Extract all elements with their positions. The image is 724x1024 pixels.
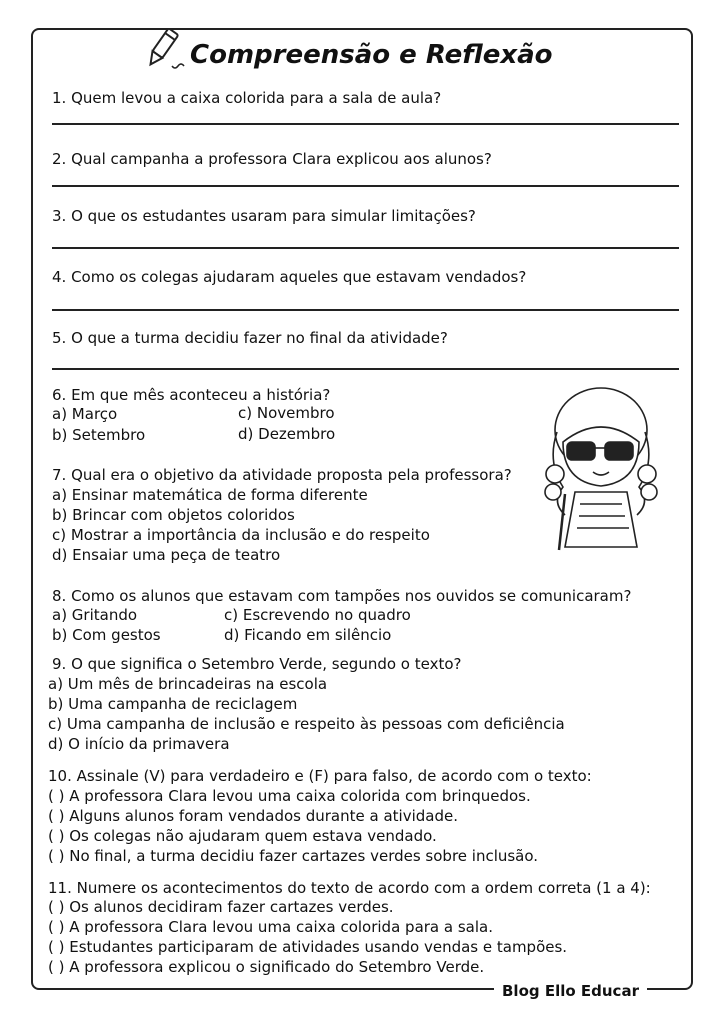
q8-option-b[interactable]: b) Com gestos	[52, 626, 161, 644]
q9-option-c[interactable]: c) Uma campanha de inclusão e respeito às pessoas com deficiência	[48, 715, 565, 733]
q8-option-d[interactable]: d) Ficando em silêncio	[224, 626, 392, 644]
answer-line-4[interactable]	[52, 309, 679, 311]
q9-option-d[interactable]: d) O início da primavera	[48, 735, 230, 753]
page-title: Compreensão e Reflexão	[190, 40, 553, 70]
q10-item-3[interactable]: ( ) Os colegas não ajudaram quem estava vendado.	[48, 827, 437, 845]
girl-illustration	[535, 382, 665, 552]
question-11: 11. Numere os acontecimentos do texto de acordo com a ordem correta (1 a 4):	[48, 879, 651, 897]
question-9: 9. O que significa o Setembro Verde, segundo o texto?	[52, 655, 462, 673]
q6-option-a[interactable]: a) Março	[52, 405, 118, 423]
answer-line-2[interactable]	[52, 185, 679, 187]
q7-option-c[interactable]: c) Mostrar a importância da inclusão e do respeito	[52, 526, 430, 544]
question-7: 7. Qual era o objetivo da atividade proposta pela professora?	[52, 466, 512, 484]
question-2: 2. Qual campanha a professora Clara explicou aos alunos?	[52, 150, 492, 168]
question-6: 6. Em que mês aconteceu a história?	[52, 386, 331, 404]
pencil-icon	[142, 26, 188, 74]
q11-item-4[interactable]: ( ) A professora explicou o significado do Setembro Verde.	[48, 958, 485, 976]
q7-option-b[interactable]: b) Brincar com objetos coloridos	[52, 506, 295, 524]
footer-brand: Blog Ello Educar	[494, 982, 647, 1000]
answer-line-3[interactable]	[52, 247, 679, 249]
q10-item-1[interactable]: ( ) A professora Clara levou uma caixa colorida com brinquedos.	[48, 787, 531, 805]
question-8: 8. Como os alunos que estavam com tampões nos ouvidos se comunicaram?	[52, 587, 632, 605]
q10-item-2[interactable]: ( ) Alguns alunos foram vendados durante a atividade.	[48, 807, 458, 825]
question-10: 10. Assinale (V) para verdadeiro e (F) para falso, de acordo com o texto:	[48, 767, 592, 785]
question-4: 4. Como os colegas ajudaram aqueles que estavam vendados?	[52, 268, 527, 286]
q6-option-c[interactable]: c) Novembro	[238, 404, 335, 422]
answer-line-1[interactable]	[52, 123, 679, 125]
q11-item-1[interactable]: ( ) Os alunos decidiram fazer cartazes verdes.	[48, 898, 394, 916]
question-3: 3. O que os estudantes usaram para simular limitações?	[52, 207, 476, 225]
q6-option-d[interactable]: d) Dezembro	[238, 425, 336, 443]
q7-option-d[interactable]: d) Ensaiar uma peça de teatro	[52, 546, 281, 564]
q11-item-3[interactable]: ( ) Estudantes participaram de atividades usando vendas e tampões.	[48, 938, 568, 956]
q6-option-b[interactable]: b) Setembro	[52, 426, 146, 444]
q11-item-2[interactable]: ( ) A professora Clara levou uma caixa colorida para a sala.	[48, 918, 493, 936]
q7-option-a[interactable]: a) Ensinar matemática de forma diferente	[52, 486, 368, 504]
q9-option-a[interactable]: a) Um mês de brincadeiras na escola	[48, 675, 328, 693]
question-5: 5. O que a turma decidiu fazer no final da atividade?	[52, 329, 448, 347]
q9-option-b[interactable]: b) Uma campanha de reciclagem	[48, 695, 298, 713]
answer-line-5[interactable]	[52, 368, 679, 370]
q8-option-c[interactable]: c) Escrevendo no quadro	[224, 606, 411, 624]
question-1: 1. Quem levou a caixa colorida para a sala de aula?	[52, 89, 442, 107]
q10-item-4[interactable]: ( ) No final, a turma decidiu fazer cartazes verdes sobre inclusão.	[48, 847, 539, 865]
q8-option-a[interactable]: a) Gritando	[52, 606, 138, 624]
